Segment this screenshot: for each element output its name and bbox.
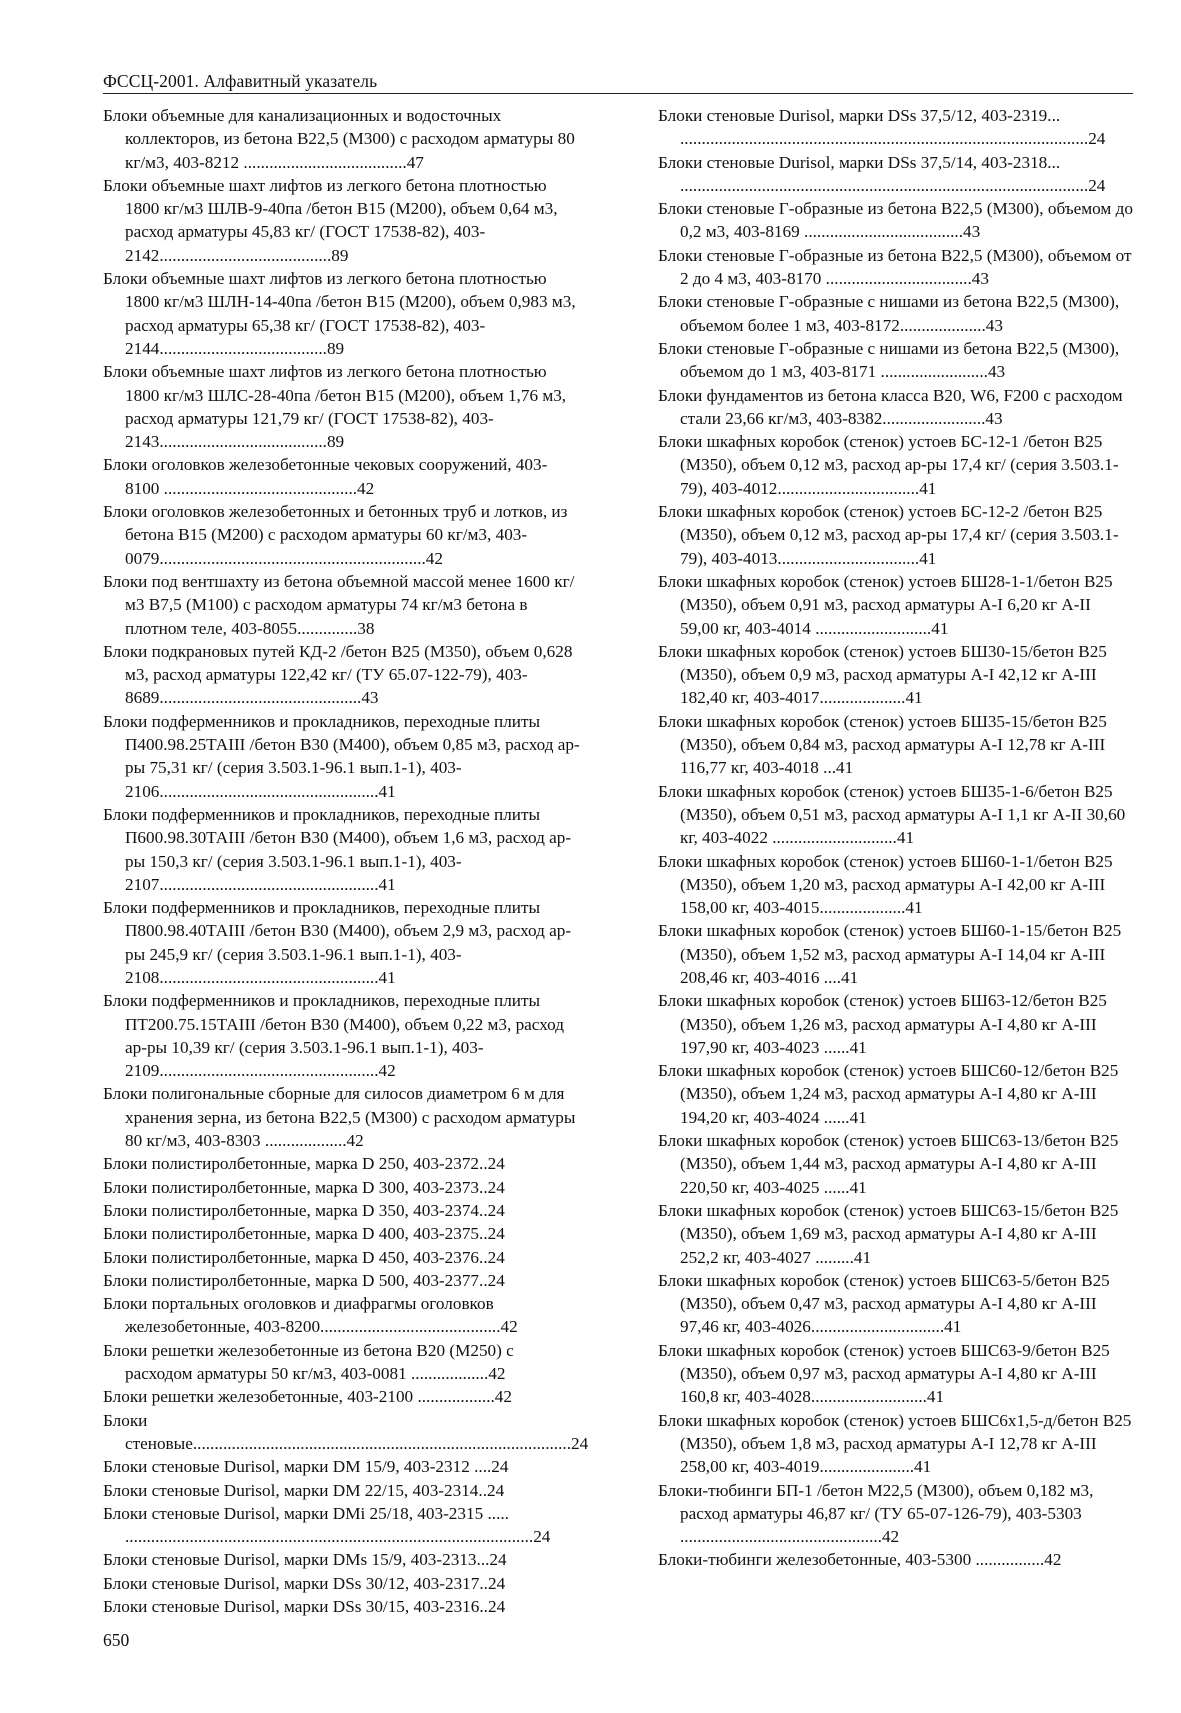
index-entry <box>103 1246 581 1269</box>
leader-dots: ...... <box>819 1177 850 1197</box>
page-number: 650 <box>103 1630 130 1650</box>
leader-dots: .. <box>478 1480 487 1500</box>
entry-page-ref: 89 <box>326 338 345 358</box>
index-entry <box>103 640 581 710</box>
entry-text: Блоки подферменников и прокладников, переходные плиты П400.98.25ТАIII /бетон В30 (М400), объем 0,85 м3, расход ар-ры 75,31 кг/ (серия 3.503.1-96.1 вып.1-1), 403-2106 <box>103 711 580 801</box>
leader-dots: ............................................... <box>159 688 362 708</box>
index-entry <box>103 803 581 896</box>
index-entry <box>658 1339 1133 1409</box>
entry-page-ref: 41 <box>944 1317 962 1337</box>
entry-page-ref: 42 <box>494 1387 512 1407</box>
entry-page-ref: 24 <box>487 1573 506 1593</box>
index-entry <box>658 1548 1133 1571</box>
index-entry <box>103 1548 581 1571</box>
leader-dots: ................................................... <box>159 874 379 894</box>
leader-dots: ....................................... <box>159 338 327 358</box>
leader-dots: .... <box>819 967 841 987</box>
entry-page-ref: 41 <box>378 874 396 894</box>
leader-dots: ........................................................................................ <box>192 1433 571 1453</box>
entry-page-ref: 41 <box>378 967 396 987</box>
index-entry <box>103 1502 581 1549</box>
entry-text: Блоки стеновые Durisol, марки DSs 37,5/14, 403-2318 <box>658 152 1048 172</box>
entry-text: Блоки стеновые Durisol, марки DM 22/15, 403-2314 <box>103 1480 479 1500</box>
entry-page-ref: 24 <box>487 1177 505 1197</box>
index-entry <box>103 896 581 989</box>
index-entry <box>103 1292 581 1339</box>
entry-page-ref: 24 <box>533 1527 551 1547</box>
leader-dots: ......................... <box>876 362 988 382</box>
entry-page-ref: 24 <box>491 1457 509 1477</box>
entry-page-ref: 42 <box>500 1317 518 1337</box>
index-entry <box>658 500 1133 570</box>
leader-dots: ................................................... <box>159 1061 379 1081</box>
entry-text: Блоки полистиролбетонные, марка D 500, 403-2377 <box>103 1270 480 1290</box>
entry-text: Блоки шкафных коробок (стенок) устоев БШ35-1-6/бетон В25 (М350), объем 0,51 м3, расход арматуры А-I 1,1 кг А-II 30,60 кг, 403-4022 <box>658 781 1126 848</box>
index-entry <box>658 197 1133 244</box>
entry-page-ref: 41 <box>905 898 923 918</box>
entry-page-ref: 42 <box>1044 1550 1062 1570</box>
entry-text: Блоки объемные шахт лифтов из легкого бетона плотностью 1800 кг/м3 ШЛН-14-40па /бетон В15 (М200), объем 0,983 м3, расход арматуры 65,38 кг/ (ГОСТ 17538-82), 403-2144 <box>103 269 576 358</box>
entry-text: Блоки шкафных коробок (стенок) устоев БШ60-1-1/бетон В25 (М350), объем 1,20 м3, расход арматуры А-I 42,00 кг А-III 158,00 кг, 403-4015 <box>658 851 1113 918</box>
index-entry <box>103 453 581 500</box>
index-entry <box>658 1409 1133 1479</box>
leader-dots: ................................. <box>777 478 920 498</box>
index-entry <box>103 1455 581 1478</box>
entry-text: Блоки полистиролбетонные, марка D 250, 403-2372 <box>103 1154 480 1174</box>
entry-page-ref: 24 <box>570 1433 589 1453</box>
index-entry <box>103 989 581 1082</box>
index-entry <box>103 1222 581 1245</box>
entry-page-ref: 41 <box>378 781 396 801</box>
leader-dots: ................... <box>260 1131 347 1151</box>
entry-text: Блоки шкафных коробок (стенок) устоев БШС63-13/бетон В25 (М350), объем 1,44 м3, расход арматуры А-I 4,80 кг А-III 220,50 кг, 403-4025 <box>658 1131 1119 1197</box>
entry-text: Блоки шкафных коробок (стенок) устоев БС-12-1 /бетон В25 (М350), объем 0,12 м3, расход ар-ры 17,4 кг/ (серия 3.503.1-79), 403-4012 <box>658 432 1119 498</box>
leader-dots: ......... <box>810 1247 854 1267</box>
entry-page-ref: 41 <box>931 618 949 638</box>
leader-dots: .............. <box>297 618 358 638</box>
entry-text: Блоки шкафных коробок (стенок) устоев БШ35-15/бетон В25 (М350), объем 0,84 м3, расход арматуры А-I 12,78 кг А-III 116,77 кг, 403-4018 <box>658 711 1107 778</box>
entry-text: Блоки шкафных коробок (стенок) устоев БШС63-9/бетон В25 (М350), объем 0,97 м3, расход арматуры А-I 4,80 кг А-III 160,8 кг, 403-4028 <box>658 1340 1110 1407</box>
index-entry <box>658 1479 1133 1549</box>
entry-page-ref: 24 <box>1088 175 1106 195</box>
index-entry <box>658 337 1133 384</box>
entry-page-ref: 42 <box>357 478 375 498</box>
leader-dots: .................... <box>899 315 986 335</box>
index-entry <box>658 104 1133 151</box>
index-entry <box>103 500 581 570</box>
entry-text: Блоки подферменников и прокладников, переходные плиты П600.98.30ТАIII /бетон В30 (М400), объем 1,6 м3, расход ар-ры 150,3 кг/ (серия 3.503.1-96.1 вып.1-1), 403-2107 <box>103 804 572 894</box>
entry-page-ref: 43 <box>985 315 1003 335</box>
index-entry <box>103 710 581 803</box>
leader-dots: .................. <box>406 1364 489 1384</box>
leader-dots: ..... ............................................................................................... <box>125 1503 534 1547</box>
entry-page-ref: 41 <box>896 828 915 848</box>
entry-page-ref: 38 <box>357 618 375 638</box>
entry-page-ref: 41 <box>849 1037 867 1057</box>
entry-text: Блоки стеновые Г-образные из бетона В22,5 (М300), объемом от 2 до 4 м3, 403-8170 <box>658 245 1132 289</box>
leader-dots: ................ <box>971 1550 1045 1570</box>
entry-page-ref: 41 <box>849 1177 867 1197</box>
entry-text: Блоки подферменников и прокладников, переходные плиты ПТ200.75.15ТАIII /бетон В30 (М400), объем 0,22 м3, расход ар-ры 10,39 кг/ (серия 3.503.1-96.1 вып.1-1), 403-2109 <box>103 991 564 1081</box>
entry-page-ref: 24 <box>1088 129 1106 149</box>
index-entry <box>658 290 1133 337</box>
leader-dots: ............................................. <box>159 478 358 498</box>
index-entry <box>103 1385 581 1408</box>
leader-dots: ... <box>476 1550 490 1570</box>
entry-page-ref: 24 <box>489 1550 507 1570</box>
entry-text: Блоки оголовков железобетонных и бетонных труб и лотков, из бетона В15 (М200) с расходом арматуры 60 кг/м3, 403-0079 <box>103 502 568 568</box>
entry-page-ref: 24 <box>487 1154 505 1174</box>
leader-dots: .................. <box>413 1387 495 1407</box>
leader-dots: .. <box>479 1573 488 1593</box>
entry-page-ref: 47 <box>406 152 424 172</box>
entry-text: Блоки шкафных коробок (стенок) устоев БШС60-12/бетон В25 (М350), объем 1,24 м3, расход арматуры А-I 4,80 кг А-III 194,20 кг, 403-4024 <box>658 1061 1119 1127</box>
index-entry <box>103 1409 589 1456</box>
entry-text: Блоки шкафных коробок (стенок) устоев БШ60-1-15/бетон В25 (М350), объем 1,52 м3, расход арматуры А-I 14,04 кг А-III 208,46 кг, 403-4016 <box>658 921 1122 987</box>
entry-text: Блоки стеновые Г-образные из бетона В22,5 (М300), объемом до 0,2 м3, 403-8169 <box>658 199 1133 242</box>
leader-dots: .. <box>479 1200 488 1220</box>
index-entry <box>658 384 1133 431</box>
leader-dots: ................................. <box>777 548 920 568</box>
entry-page-ref: 24 <box>487 1247 505 1267</box>
entry-page-ref: 41 <box>926 1387 945 1407</box>
index-column-right <box>658 104 1133 1572</box>
entry-page-ref: 42 <box>378 1061 396 1081</box>
leader-dots: ... <box>818 758 837 778</box>
leader-dots: .................... <box>819 688 906 708</box>
entry-text: Блоки шкафных коробок (стенок) устоев БШ63-12/бетон В25 (М350), объем 1,26 м3, расход арматуры А-I 4,80 кг А-III 197,90 кг, 403-4023 <box>658 991 1107 1057</box>
leader-dots: ... ............................................................................................... <box>680 106 1089 149</box>
entry-page-ref: 43 <box>361 688 379 708</box>
leader-dots: .. <box>479 1224 488 1244</box>
entry-text: Блоки стеновые Г-образные с нишами из бетона В22,5 (М300), объемом более 1 м3, 403-8172 <box>658 292 1120 335</box>
entry-page-ref: 24 <box>487 1270 505 1290</box>
entry-text: Блоки решетки железобетонные, 403-2100 <box>103 1387 414 1407</box>
entry-text: Блоки оголовков железобетонные чековых сооружений, 403-8100 <box>103 455 548 498</box>
index-entry <box>658 919 1133 989</box>
index-entry <box>103 104 581 174</box>
leader-dots: ....................................... <box>159 432 327 452</box>
entry-text: Блоки фундаментов из бетона класса В20, W6, F200 с расходом стали 23,66 кг/м3, 403-8382 <box>658 385 1123 428</box>
index-entry <box>103 1152 581 1175</box>
index-entry <box>103 1595 581 1618</box>
entry-text: Блоки стеновые <box>103 1410 193 1453</box>
entry-page-ref: 41 <box>919 548 937 568</box>
entry-page-ref: 24 <box>487 1224 505 1244</box>
entry-text: Блоки стеновые Durisol, марки DMs 15/9, 403-2313 <box>103 1550 477 1570</box>
entry-text: Блоки стеновые Г-образные с нишами из бетона В22,5 (М300), объемом до 1 м3, 403-8171 <box>658 338 1120 382</box>
entry-page-ref: 42 <box>425 548 443 568</box>
entry-text: Блоки решетки железобетонные из бетона В20 (М250) с расходом арматуры 50 кг/м3, 403-0081 <box>103 1340 514 1384</box>
index-entry <box>658 430 1133 500</box>
index-entry <box>658 780 1133 850</box>
index-entry <box>103 1176 581 1199</box>
entry-text: Блоки шкафных коробок (стенок) устоев БШС6х1,5-д/бетон В25 (М350), объем 1,8 м3, расход арматуры А-I 12,78 кг А-III 258,00 кг, 403-4019 <box>658 1410 1132 1477</box>
index-entry <box>103 1572 581 1595</box>
leader-dots: ........................ <box>882 408 986 428</box>
leader-dots: ................................................... <box>159 781 379 801</box>
leader-dots: .. <box>479 1247 488 1267</box>
index-entry <box>103 570 581 640</box>
leader-dots: ...... <box>819 1107 850 1127</box>
entry-text: Блоки подкрановых путей КД-2 /бетон В25 (М350), объем 0,628 м3, расход арматуры 122,42 кг/ (ТУ 65.07-122-79), 403-8689 <box>103 641 573 708</box>
leader-dots: ............................... <box>810 1317 945 1337</box>
header-rule <box>103 93 1133 94</box>
leader-dots: ............................. <box>767 828 897 848</box>
index-entry <box>658 151 1133 198</box>
entry-page-ref: 41 <box>853 1247 872 1267</box>
entry-text: Блоки шкафных коробок (стенок) устоев БШ30-15/бетон В25 (М350), объем 0,9 м3, расход арматуры А-I 42,12 кг А-III 182,40 кг, 403-4017 <box>658 641 1107 708</box>
entry-text: Блоки стеновые Durisol, марки DSs 30/15, 403-2316 <box>103 1597 480 1616</box>
leader-dots: ........................... <box>810 618 932 638</box>
entry-page-ref: 41 <box>914 1457 932 1477</box>
entry-text: Блоки полистиролбетонные, марка D 450, 403-2376 <box>103 1247 480 1267</box>
index-entry <box>658 570 1133 640</box>
entry-page-ref: 41 <box>919 478 937 498</box>
entry-text: Блоки шкафных коробок (стенок) устоев БШС63-15/бетон В25 (М350), объем 1,69 м3, расход арматуры А-I 4,80 кг А-III 252,2 кг, 403-4027 <box>658 1200 1119 1267</box>
index-entry <box>658 710 1133 780</box>
entry-text: Блоки стеновые Durisol, марки DM 15/9, 403-2312 <box>103 1457 470 1477</box>
index-entry <box>103 360 581 453</box>
entry-text: Блоки стеновые Durisol, марки DSs 37,5/12, 403-2319 <box>658 106 1048 125</box>
entry-page-ref: 41 <box>905 688 923 708</box>
entry-text: Блоки полистиролбетонные, марка D 400, 403-2375 <box>103 1224 480 1244</box>
leader-dots: .......................................... <box>320 1317 501 1337</box>
leader-dots: ... ............................................................................................... <box>680 152 1089 195</box>
entry-text: Блоки шкафных коробок (стенок) устоев БС-12-2 /бетон В25 (М350), объем 0,12 м3, расход ар-ры 17,4 кг/ (серия 3.503.1-79), 403-4013 <box>658 502 1119 568</box>
leader-dots: .... <box>469 1457 492 1477</box>
index-entry <box>658 1129 1133 1199</box>
entry-page-ref: 89 <box>331 245 349 265</box>
index-entry <box>103 267 581 360</box>
index-entry <box>658 989 1133 1059</box>
entry-page-ref: 41 <box>840 967 859 987</box>
leader-dots: ...... <box>819 1037 850 1057</box>
index-entry <box>103 1082 581 1152</box>
entry-text: Блоки стеновые Durisol, марки DSs 30/12, 403-2317 <box>103 1573 480 1593</box>
leader-dots: ................................................... <box>159 967 379 987</box>
index-entry <box>658 1269 1133 1339</box>
index-entry <box>658 850 1133 920</box>
leader-dots: .................................. <box>821 269 972 289</box>
entry-page-ref: 89 <box>326 432 345 452</box>
entry-text: Блоки объемные шахт лифтов из легкого бетона плотностью 1800 кг/м3 ШЛС-28-40па /бетон В15 (М200), объем 1,76 м3, расход арматуры 121,79 кг/ (ГОСТ 17538-82), 403-2143 <box>103 362 567 452</box>
entry-page-ref: 42 <box>488 1364 506 1384</box>
leader-dots: ...................... <box>819 1457 915 1477</box>
entry-page-ref: 43 <box>963 222 981 242</box>
running-header: ФССЦ-2001. Алфавитный указатель <box>103 71 378 91</box>
entry-text: Блоки стеновые Durisol, марки DMi 25/18, 403-2315 <box>103 1503 484 1523</box>
entry-text: Блоки шкафных коробок (стенок) устоев БШ28-1-1/бетон В25 (М350), объем 0,91 м3, расход арматуры А-I 6,20 кг А-II 59,00 кг, 403-4014 <box>658 571 1113 638</box>
index-entry <box>658 1199 1133 1269</box>
leader-dots: .. <box>479 1270 488 1290</box>
entry-text: Блоки под вентшахту из бетона объемной массой менее 1600 кг/м3 В7,5 (М100) с расходом арматуры 74 кг/м3 бетона в плотном теле, 403-8055 <box>103 571 575 638</box>
index-entry <box>658 244 1133 291</box>
entry-text: Блоки объемные для канализационных и водосточных коллекторов, из бетона В22,5 (М300) с расходом арматуры 80 кг/м3, 403-8212 <box>103 106 575 172</box>
leader-dots: .. <box>479 1177 488 1197</box>
index-entry <box>658 640 1133 710</box>
leader-dots: ............................................... <box>680 1527 882 1547</box>
entry-text: Блоки-тюбинги железобетонные, 403-5300 <box>658 1550 972 1570</box>
index-entry <box>658 1059 1133 1129</box>
leader-dots: ........................... <box>810 1387 927 1407</box>
entry-page-ref: 43 <box>985 408 1003 428</box>
entry-page-ref: 43 <box>987 362 1006 382</box>
entry-page-ref: 24 <box>487 1480 505 1500</box>
index-entry <box>103 1199 581 1222</box>
entry-text: Блоки полистиролбетонные, марка D 350, 403-2374 <box>103 1200 480 1220</box>
entry-page-ref: 42 <box>881 1527 900 1547</box>
entry-text: Блоки полигональные сборные для силосов диаметром 6 м для хранения зерна, из бетона В22,5 (М300) с расходом арматуры 80 кг/м3, 403-8303 <box>103 1084 576 1151</box>
entry-page-ref: 41 <box>836 758 854 778</box>
entry-text: Блоки подферменников и прокладников, переходные плиты П800.98.40ТАIII /бетон В30 (М400), объем 2,9 м3, расход ар-ры 245,9 кг/ (серия 3.503.1-96.1 вып.1-1), 403-2108 <box>103 898 572 987</box>
index-entry <box>103 1479 581 1502</box>
index-column-left <box>103 104 589 1618</box>
entry-text: Блоки-тюбинги БП-1 /бетон М22,5 (М300), объем 0,182 м3, расход арматуры 46,87 кг/ (ТУ 65-07-126-79), 403-5303 <box>658 1480 1094 1523</box>
leader-dots: .............................................................. <box>159 548 426 568</box>
leader-dots: ...................................... <box>239 152 407 172</box>
entry-page-ref: 42 <box>346 1131 364 1151</box>
entry-text: Блоки шкафных коробок (стенок) устоев БШС63-5/бетон В25 (М350), объем 0,47 м3, расход арматуры А-I 4,80 кг А-III 97,46 кг, 403-4026 <box>658 1270 1110 1337</box>
entry-text: Блоки полистиролбетонные, марка D 300, 403-2373 <box>103 1177 480 1197</box>
entry-page-ref: 24 <box>487 1597 506 1616</box>
leader-dots: ..................................... <box>799 222 964 242</box>
index-entry <box>103 1339 581 1386</box>
leader-dots: .................... <box>819 898 906 918</box>
entry-page-ref: 24 <box>487 1200 505 1220</box>
index-entry <box>103 174 581 267</box>
entry-text: Блоки объемные шахт лифтов из легкого бетона плотностью 1800 кг/м3 ШЛВ-9-40па /бетон В15 (М200), объем 0,64 м3, расход арматуры 45,83 кг/ (ГОСТ 17538-82), 403-2142 <box>103 175 558 265</box>
index-entry <box>103 1269 581 1292</box>
entry-text: Блоки портальных оголовков и диафрагмы оголовков железобетонные, 403-8200 <box>103 1294 494 1337</box>
leader-dots: .. <box>479 1154 488 1174</box>
entry-page-ref: 41 <box>849 1107 867 1127</box>
leader-dots: .. <box>479 1597 488 1616</box>
entry-page-ref: 43 <box>971 269 989 289</box>
leader-dots: ........................................ <box>159 245 332 265</box>
